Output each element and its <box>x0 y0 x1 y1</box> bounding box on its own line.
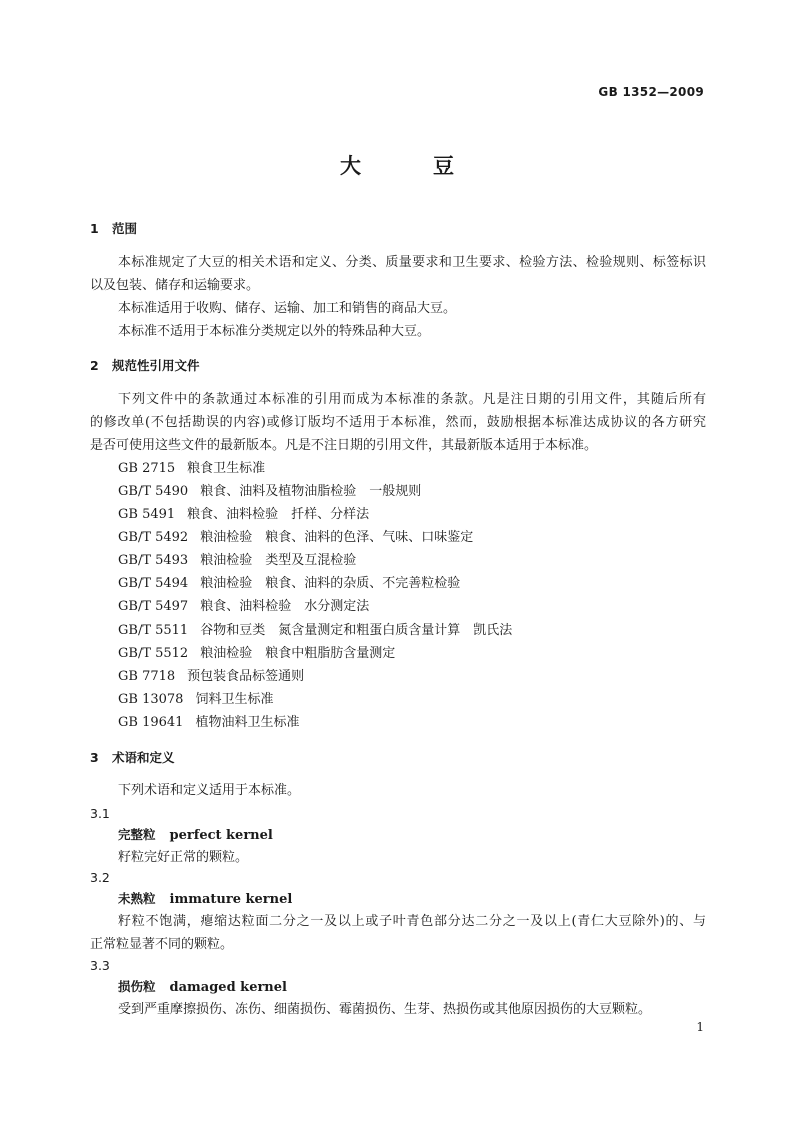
term-heading <box>118 888 706 910</box>
term-chinese: 完整粒 <box>118 827 156 842</box>
reference-code: GB 5491 <box>118 507 176 522</box>
reference-item <box>118 573 706 595</box>
scope-exclusion: 本标准不适用于本标准分类规定以外的特殊品种大豆。 <box>118 324 431 339</box>
reference-code: GB 13078 <box>118 692 184 707</box>
reference-item <box>118 712 706 734</box>
references-intro-line-1: 下列文件中的条款通过本标准的引用而成为本标准的条款。凡是注日期的引用文件，其随后所有 <box>118 392 706 407</box>
term-chinese: 未熟粒 <box>118 891 156 906</box>
reference-title: 粮油检验 粮食、油料的杂质、不完善粒检验 <box>200 576 461 591</box>
clause-number: 3.3 <box>90 958 110 973</box>
page-number: 1 <box>696 1020 704 1034</box>
term-chinese: 损伤粒 <box>118 979 156 994</box>
reference-title: 粮油检验 粮食、油料的色泽、气味、口味鉴定 <box>200 530 474 545</box>
term-english: damaged kernel <box>169 980 287 995</box>
term-definition: 籽粒完好正常的颗粒。 <box>118 850 249 865</box>
term-definition: 受到严重摩擦损伤、冻伤、细菌损伤、霉菌损伤、生芽、热损伤或其他原因损伤的大豆颗粒。 <box>118 1002 652 1017</box>
reference-item <box>118 550 706 572</box>
reference-code: GB/T 5511 <box>118 623 189 638</box>
reference-title: 粮食、油料检验 扦样、分样法 <box>187 507 370 522</box>
reference-code: GB/T 5493 <box>118 553 189 568</box>
section-number: 2 <box>90 358 99 373</box>
section-2-heading <box>90 355 706 377</box>
reference-code: GB/T 5494 <box>118 576 189 591</box>
clause-number: 3.2 <box>90 870 110 885</box>
reference-title: 粮油检验 粮食中粗脂肪含量测定 <box>200 646 396 661</box>
reference-item <box>118 596 706 618</box>
title-char-2: 豆 <box>433 154 454 178</box>
reference-code: GB 7718 <box>118 669 176 684</box>
terms-intro: 下列术语和定义适用于本标准。 <box>118 783 301 798</box>
scope-paragraph-line-2: 以及包装、储存和运输要求。 <box>90 278 260 293</box>
standard-code: GB 1352—2009 <box>598 85 704 99</box>
reference-code: GB/T 5497 <box>118 599 189 614</box>
scope-paragraph-line-1: 本标准规定了大豆的相关术语和定义、分类、质量要求和卫生要求、检验方法、检验规则、标签标识 <box>118 255 706 270</box>
term-definition-line-1: 籽粒不饱满，瘪缩达粒面二分之一及以上或子叶青色部分达二分之一及以上(青仁大豆除外)的、与 <box>118 914 706 929</box>
reference-title: 粮食、油料及植物油脂检验 一般规则 <box>200 484 422 499</box>
term-definition-line-2: 正常粒显著不同的颗粒。 <box>90 937 234 952</box>
section-3-heading <box>90 747 706 769</box>
reference-item <box>118 620 706 642</box>
section-number: 3 <box>90 750 99 765</box>
reference-item <box>118 689 706 711</box>
reference-title: 预包装食品标签通则 <box>187 669 305 684</box>
section-1-heading <box>90 218 706 240</box>
section-title: 规范性引用文件 <box>112 358 200 373</box>
reference-code: GB 2715 <box>118 461 176 476</box>
document-title <box>0 150 794 180</box>
term-english: perfect kernel <box>169 828 273 843</box>
scope-applicability: 本标准适用于收购、储存、运输、加工和销售的商品大豆。 <box>118 301 457 316</box>
reference-code: GB/T 5512 <box>118 646 189 661</box>
reference-item <box>118 504 706 526</box>
section-title: 范围 <box>112 221 138 236</box>
section-title: 术语和定义 <box>112 750 175 765</box>
references-intro-line-2: 的修改单(不包括勘误的内容)或修订版均不适用于本标准，然而，鼓励根据本标准达成协议的各方研究 <box>90 415 706 430</box>
reference-title: 粮食卫生标准 <box>187 461 266 476</box>
reference-title: 谷物和豆类 氮含量测定和粗蛋白质含量计算 凯氏法 <box>200 623 513 638</box>
reference-code: GB 19641 <box>118 715 184 730</box>
reference-title: 粮食、油料检验 水分测定法 <box>200 599 370 614</box>
reference-title: 植物油料卫生标准 <box>195 715 300 730</box>
term-heading <box>118 824 706 846</box>
reference-title: 粮油检验 类型及互混检验 <box>200 553 357 568</box>
reference-title: 饲料卫生标准 <box>195 692 274 707</box>
clause-number: 3.1 <box>90 806 110 821</box>
reference-item <box>118 527 706 549</box>
reference-item <box>118 458 706 480</box>
term-english: immature kernel <box>169 892 293 907</box>
reference-item <box>118 481 706 503</box>
references-intro-line-3: 是否可使用这些文件的最新版本。凡是不注日期的引用文件，其最新版本适用于本标准。 <box>90 438 598 453</box>
reference-code: GB/T 5492 <box>118 530 189 545</box>
reference-item <box>118 666 706 688</box>
title-char-1: 大 <box>340 154 361 178</box>
section-number: 1 <box>90 221 99 236</box>
reference-code: GB/T 5490 <box>118 484 189 499</box>
reference-item <box>118 643 706 665</box>
term-heading <box>118 976 706 998</box>
